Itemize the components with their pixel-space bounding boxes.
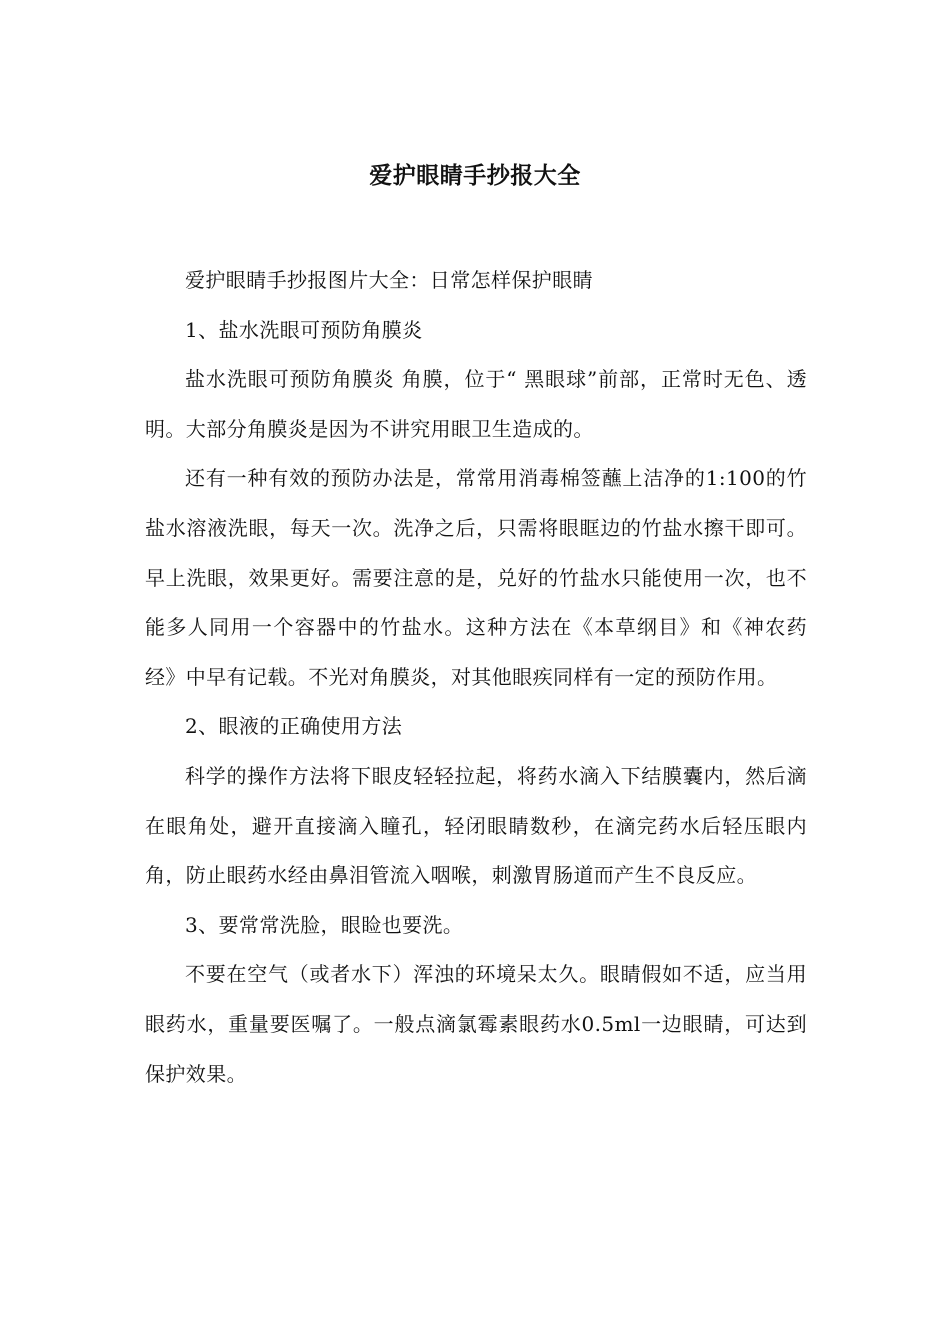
section-1-paragraph-2: 还有一种有效的预防办法是，常常用消毒棉签蘸上洁净的1:100的竹盐水溶液洗眼，每天一次。洗净之后，只需将眼眶边的竹盐水擦干即可。早上洗眼，效果更好。需要注意的是，兑好的竹盐水只能使用一次，也不能多人同用一个容器中的竹盐水。这种方法在《本草纲目》和《神农药经》中早有记载。不光对角膜炎，对其他眼疾同样有一定的预防作用。 — [145, 466, 807, 689]
section-heading-1: 1、盐水洗眼可预防角膜炎 — [185, 317, 423, 342]
document-body — [145, 256, 807, 1099]
section-heading-3: 3、要常常洗脸，眼睑也要洗。 — [185, 912, 464, 937]
document-title: 爱护眼睛手抄报大全 — [369, 163, 581, 189]
section-1-paragraph-1: 盐水洗眼可预防角膜炎 角膜，位于“ 黑眼球”前部，正常时无色、透明。大部分角膜炎是因为不讲究用眼卫生造成的。 — [145, 367, 807, 441]
section-heading-2: 2、眼液的正确使用方法 — [185, 714, 403, 739]
section-3-paragraph: 不要在空气（或者水下）浑浊的环境呆太久。眼睛假如不适，应当用眼药水，重量要医嘱了。一般点滴氯霉素眼药水0.5ml一边眼睛，可达到保护效果。 — [145, 962, 807, 1086]
section-2-paragraph: 科学的操作方法将下眼皮轻轻拉起，将药水滴入下结膜囊内，然后滴在眼角处，避开直接滴入瞳孔，轻闭眼睛数秒，在滴完药水后轻压眼内角，防止眼药水经由鼻泪管流入咽喉，刺激胃肠道而产生不良反应。 — [145, 763, 807, 888]
intro-paragraph: 爱护眼睛手抄报图片大全：日常怎样保护眼睛 — [185, 268, 593, 292]
